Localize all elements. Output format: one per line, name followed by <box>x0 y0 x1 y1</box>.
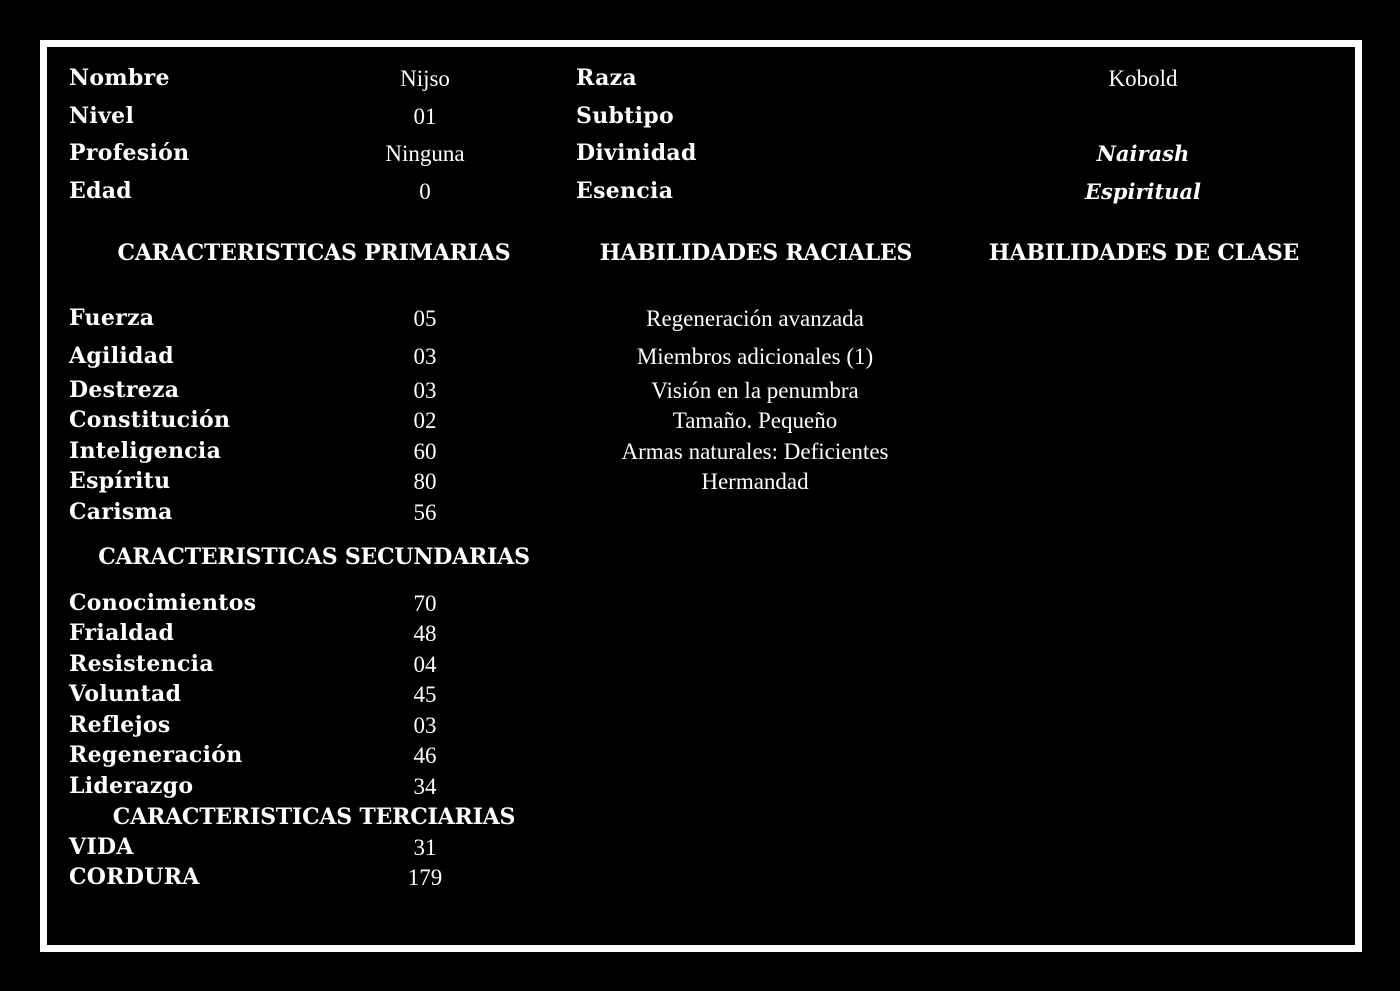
stat-label-resistencia: Resistencia <box>69 651 214 677</box>
stat-label-frialdad: Frialdad <box>69 620 175 646</box>
raza-value: Kobold <box>1108 66 1178 91</box>
stat-value-reflejos: 03 <box>413 713 437 738</box>
stat-label-fuerza: Fuerza <box>69 305 155 331</box>
heading-clase: HABILIDADES DE CLASE <box>988 240 1300 266</box>
racial-ability: Miembros adicionales (1) <box>636 344 874 369</box>
stat-label-liderazgo: Liderazgo <box>69 773 194 799</box>
heading-secundarias: CARACTERISTICAS SECUNDARIAS <box>98 544 530 570</box>
stat-value-cordura: 179 <box>407 865 443 890</box>
stat-value-frialdad: 48 <box>413 621 437 646</box>
heading-terciarias: CARACTERISTICAS TERCIARIAS <box>112 804 516 830</box>
stat-value-regeneracion: 46 <box>413 743 437 768</box>
esencia-label: Esencia <box>576 178 674 204</box>
stat-label-destreza: Destreza <box>69 377 180 403</box>
stat-value-resistencia: 04 <box>413 652 437 677</box>
stat-value-liderazgo: 34 <box>413 774 437 799</box>
edad-value: 0 <box>419 179 431 204</box>
racial-ability: Regeneración avanzada <box>646 306 864 331</box>
stat-value-voluntad: 45 <box>413 682 437 707</box>
racial-ability: Visión en la penumbra <box>651 378 859 403</box>
nivel-value: 01 <box>413 104 437 129</box>
stat-label-conocimientos: Conocimientos <box>69 590 257 616</box>
stat-label-inteligencia: Inteligencia <box>69 438 222 464</box>
profesion-value: Ninguna <box>385 141 465 166</box>
stat-label-reflejos: Reflejos <box>69 712 171 738</box>
racial-ability: Tamaño. Pequeño <box>672 408 838 433</box>
stat-label-regeneracion: Regeneración <box>69 742 243 768</box>
stat-label-espiritu: Espíritu <box>69 468 171 494</box>
racial-ability: Hermandad <box>701 469 809 494</box>
stat-label-voluntad: Voluntad <box>69 681 182 707</box>
stat-value-carisma: 56 <box>413 500 437 525</box>
racial-ability: Armas naturales: Deficientes <box>621 439 889 464</box>
heading-primarias: CARACTERISTICAS PRIMARIAS <box>117 240 511 266</box>
stat-label-constitucion: Constitución <box>69 407 231 433</box>
stat-label-carisma: Carisma <box>69 499 173 525</box>
stat-value-espiritu: 80 <box>413 469 437 494</box>
subtipo-label: Subtipo <box>576 103 674 129</box>
nivel-label: Nivel <box>69 103 135 129</box>
divinidad-label: Divinidad <box>576 140 697 166</box>
stat-value-fuerza: 05 <box>413 306 437 331</box>
edad-label: Edad <box>69 178 132 204</box>
nombre-value: Nijso <box>400 66 450 91</box>
stat-value-vida: 31 <box>413 835 437 860</box>
stat-value-conocimientos: 70 <box>413 591 437 616</box>
stat-value-destreza: 03 <box>413 378 437 403</box>
stat-label-cordura: CORDURA <box>69 864 200 890</box>
stat-label-agilidad: Agilidad <box>69 343 174 369</box>
stat-value-constitucion: 02 <box>413 408 437 433</box>
esencia-value: Espiritual <box>1084 179 1202 204</box>
stat-value-inteligencia: 60 <box>413 439 437 464</box>
stat-label-vida: VIDA <box>69 834 134 860</box>
profesion-label: Profesión <box>69 140 190 166</box>
raza-label: Raza <box>576 65 637 91</box>
heading-raciales: HABILIDADES RACIALES <box>599 240 913 266</box>
divinidad-value: Nairash <box>1096 141 1190 166</box>
stat-value-agilidad: 03 <box>413 344 437 369</box>
nombre-label: Nombre <box>69 65 170 91</box>
